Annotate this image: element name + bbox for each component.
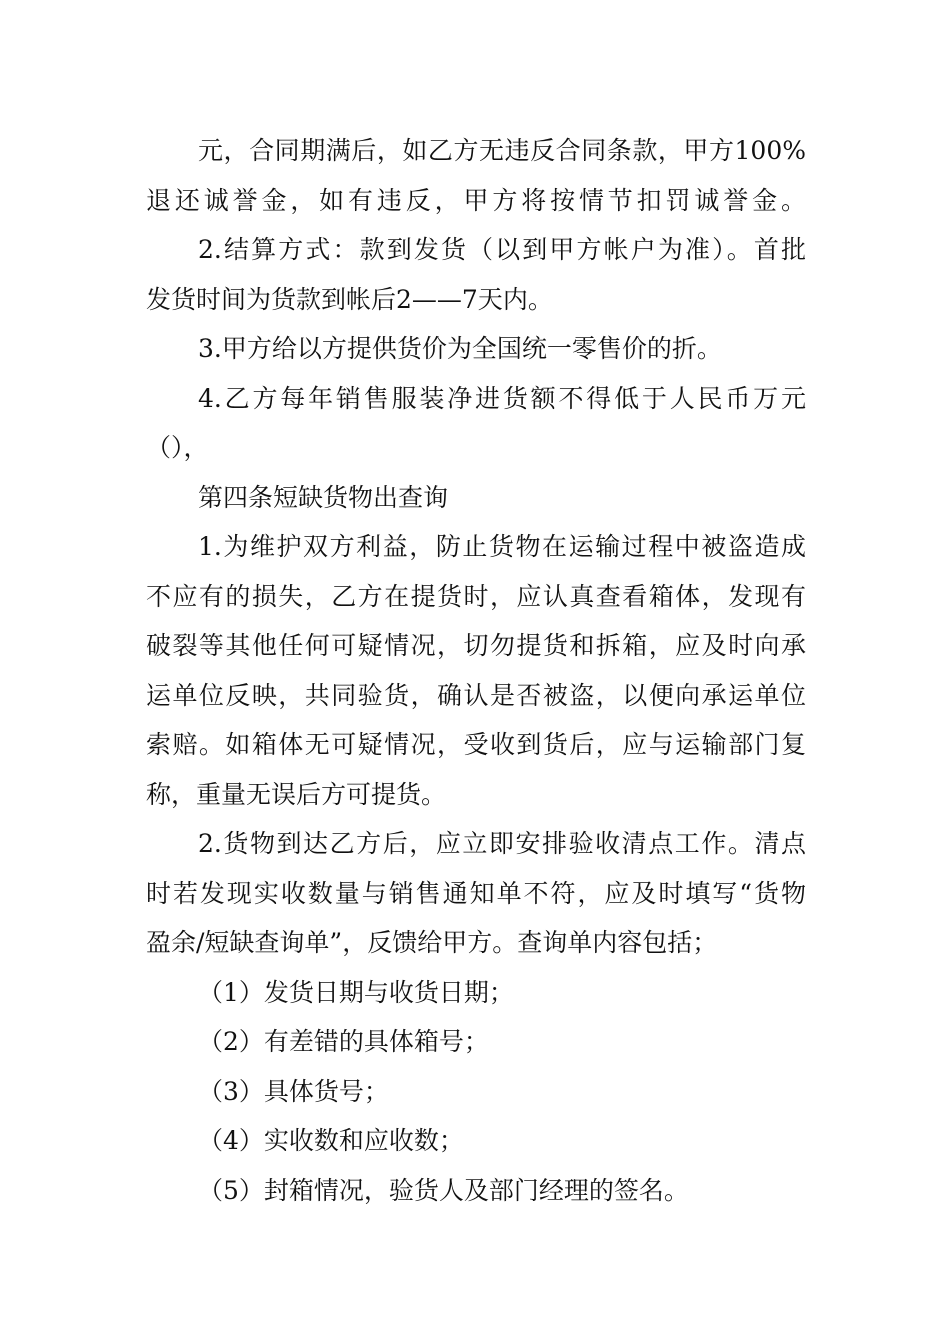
list-item: （3）具体货号； bbox=[198, 1076, 389, 1106]
section-heading: 第四条短缺货物出查询 bbox=[198, 482, 449, 512]
text-line: 盈余/短缺查询单”，反馈给甲方。查询单内容包括； bbox=[146, 928, 718, 957]
text-line: 运单位反映，共同验货，确认是否被盗，以便向承运单位 bbox=[146, 680, 806, 710]
list-item: （1）发货日期与收货日期； bbox=[198, 977, 514, 1007]
text-line: 退还诚誉金，如有违反，甲方将按情节扣罚诚誉金。 bbox=[146, 185, 806, 215]
text-line: 4.乙方每年销售服装净进货额不得低于人民币万元 bbox=[198, 383, 806, 413]
text-line: 不应有的损失，乙方在提货时，应认真查看箱体，发现有 bbox=[146, 581, 806, 611]
list-item: （2）有差错的具体箱号； bbox=[198, 1027, 489, 1056]
text-line: 破裂等其他任何可疑情况，切勿提货和拆箱，应及时向承 bbox=[146, 631, 806, 660]
text-line: 发货时间为货款到帐后2——7天内。 bbox=[146, 284, 553, 314]
text-line: 1.为维护双方利益，防止货物在运输过程中被盗造成 bbox=[198, 532, 806, 561]
contract-text bbox=[146, 126, 806, 1215]
list-item: （5）封箱情况，验货人及部门经理的签名。 bbox=[198, 1175, 689, 1205]
text-line: 时若发现实收数量与销售通知单不符，应及时填写“货物 bbox=[146, 878, 806, 908]
text-line: 2.货物到达乙方后，应立即安排验收清点工作。清点 bbox=[198, 829, 806, 858]
text-line: 3.甲方给以方提供货价为全国统一零售价的折。 bbox=[198, 334, 722, 363]
text-line: （）， bbox=[146, 433, 209, 462]
list-item: （4）实收数和应收数； bbox=[198, 1126, 464, 1155]
text-line: 称，重量无误后方可提货。 bbox=[146, 779, 447, 809]
text-line: 元，合同期满后，如乙方无违反合同条款，甲方100% bbox=[198, 136, 806, 165]
text-line: 索赔。如箱体无可疑情况，受收到货后，应与运输部门复 bbox=[146, 730, 806, 759]
text-line: 2.结算方式：款到发货（以到甲方帐户为准）。首批 bbox=[198, 235, 806, 264]
